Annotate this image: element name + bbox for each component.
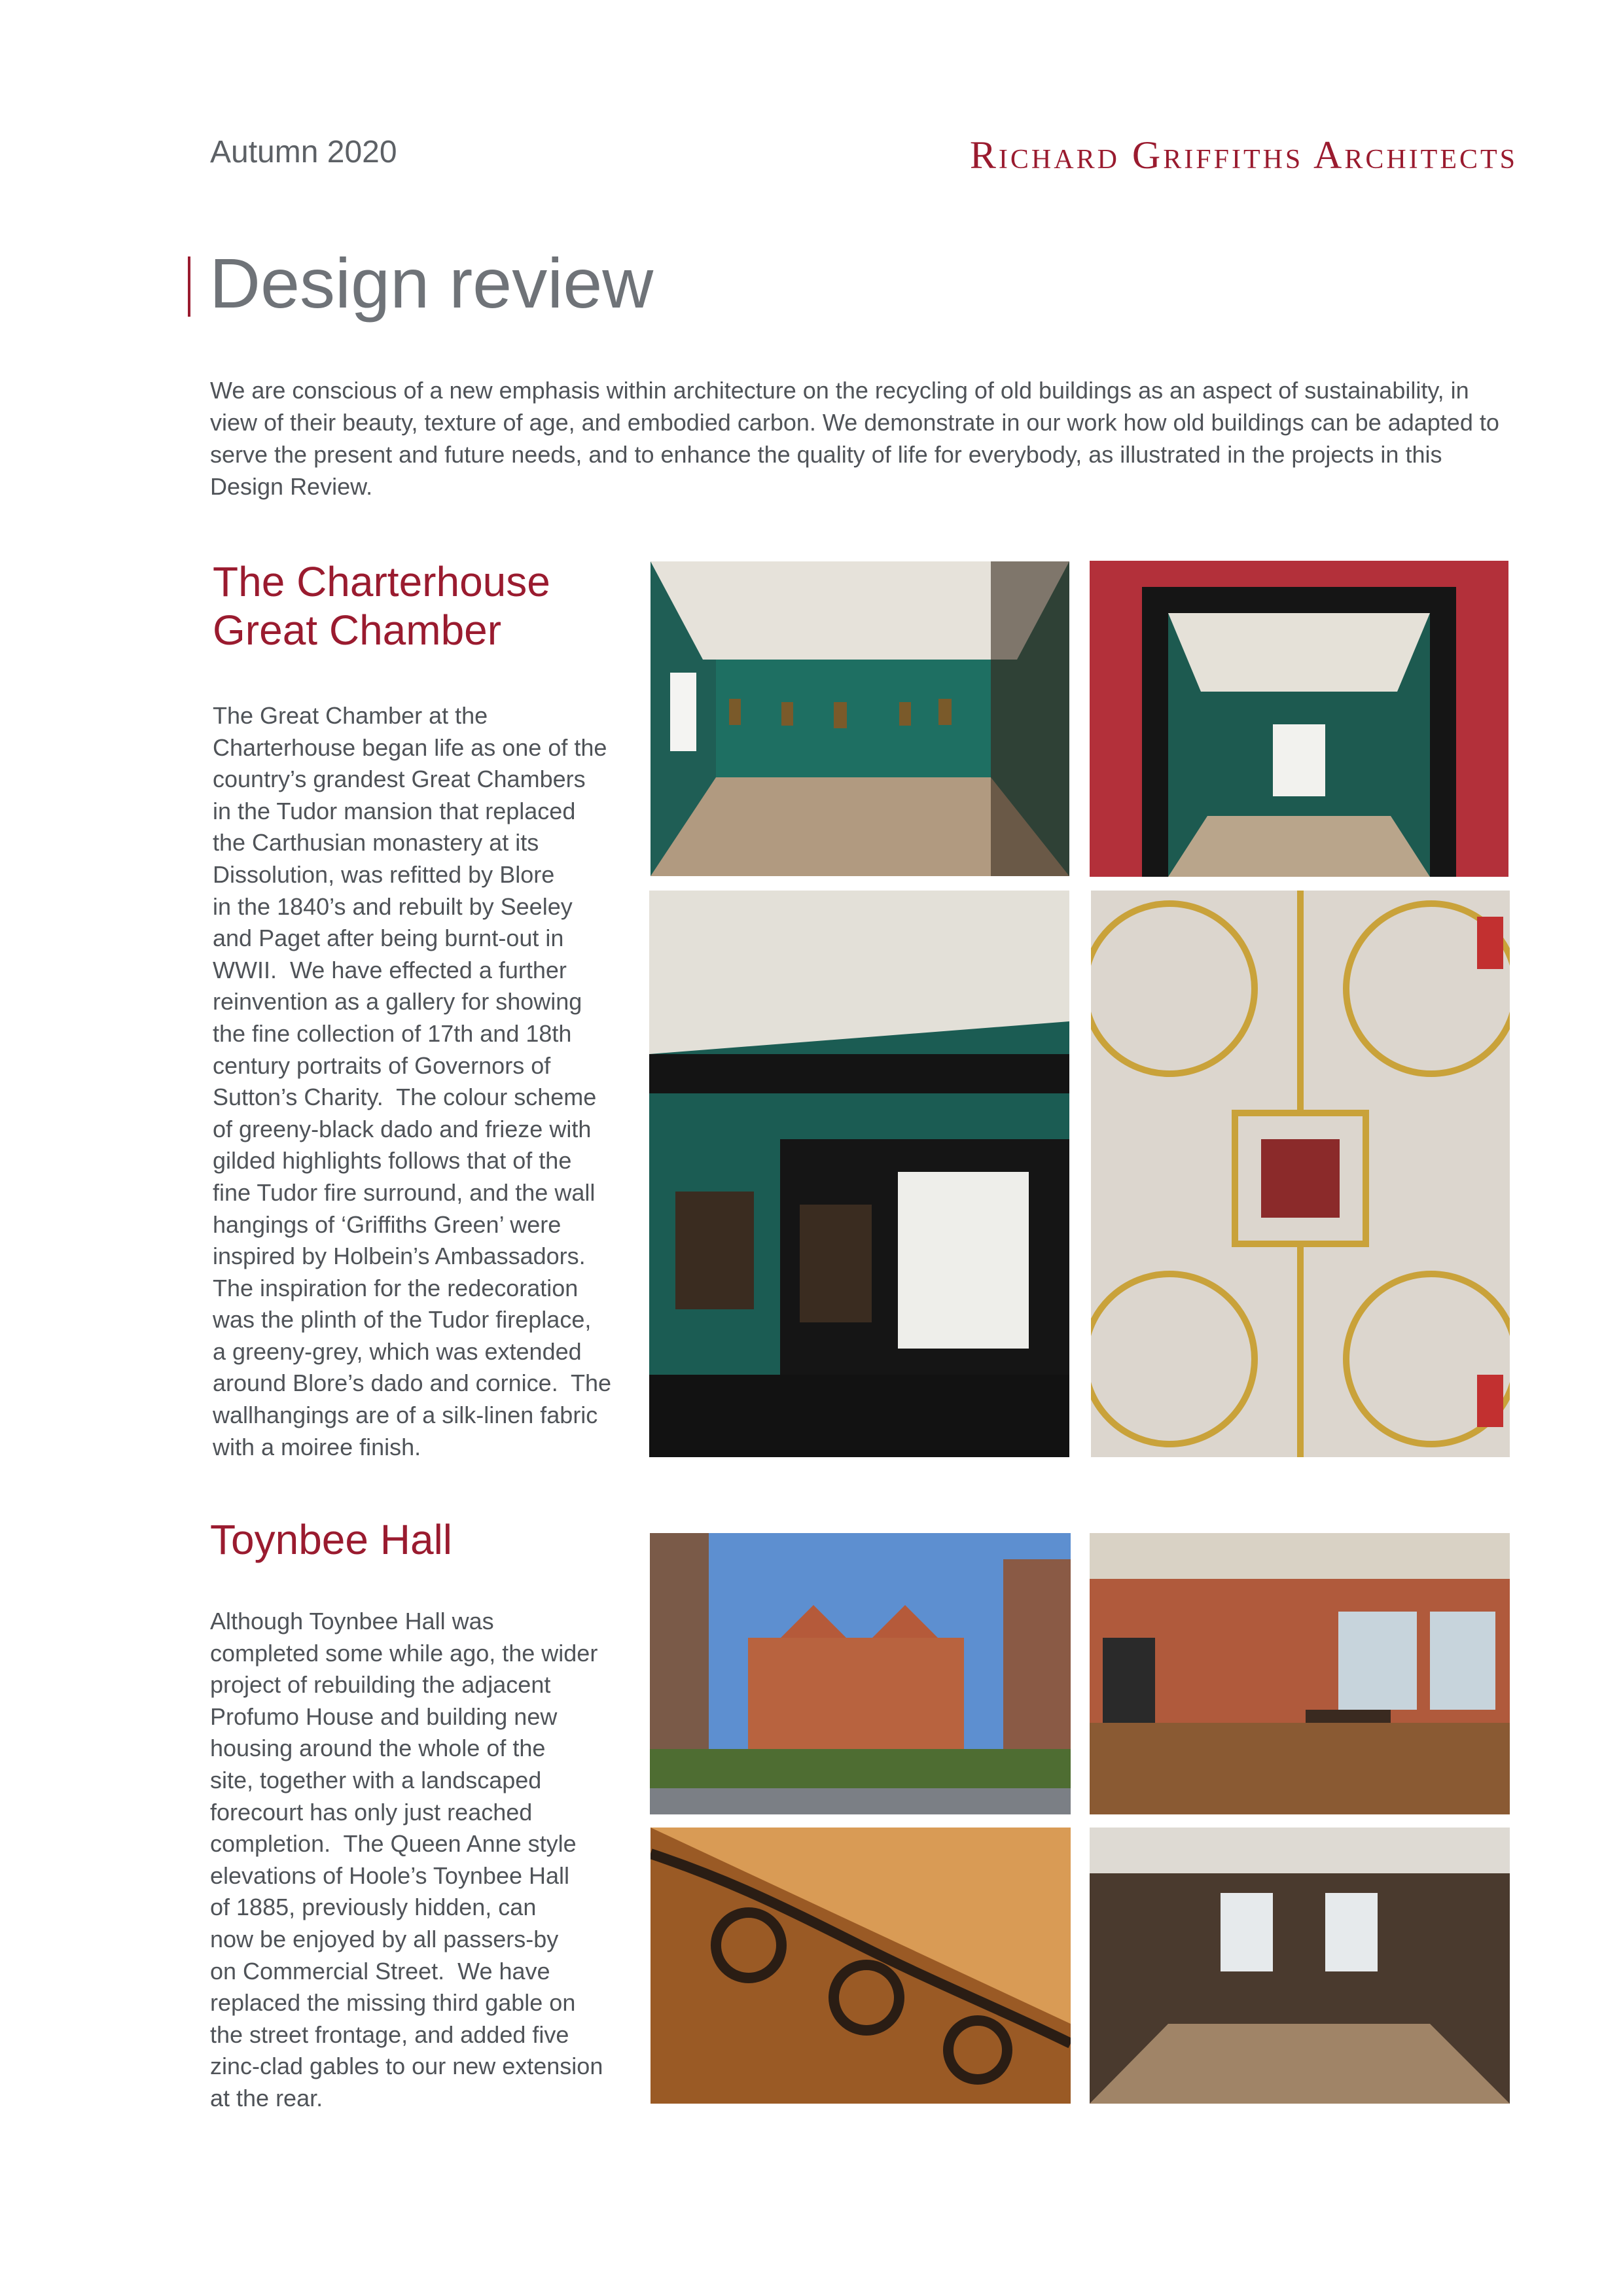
photo-great-chamber-window-corner	[649, 891, 1069, 1457]
charterhouse-title	[213, 557, 632, 654]
body-line: in the 1840’s and rebuilt by Seeley	[213, 892, 573, 920]
body-line: project of rebuilding the adjacent	[210, 1671, 551, 1699]
photo-toynbee-staircase-balustrade	[651, 1828, 1071, 2104]
body-line: site, together with a landscaped	[210, 1766, 542, 1793]
firm-name: Richard Griffiths Architects	[969, 133, 1518, 177]
body-line: with a moiree finish.	[213, 1433, 421, 1460]
photo-toynbee-panelled-hall	[1090, 1828, 1510, 2104]
issue-date: Autumn 2020	[210, 135, 397, 169]
page-title: Design review	[209, 243, 654, 323]
body-line: on Commercial Street. We have	[210, 1957, 550, 1985]
body-line: the street frontage, and added five	[210, 2021, 569, 2048]
toynbee-section	[210, 1515, 629, 2115]
body-line: elevations of Hoole’s Toynbee Hall	[210, 1862, 570, 1889]
intro-paragraph: We are conscious of a new emphasis within architecture on the recycling of old buildings as an aspect of sustainability, in view of their beauty, texture of age, and embodied carbon. We demonstrate in our work how old buildings can be adapted to serve the present and future needs, and to enhance the quality of life for everybody, as illustrated in the projects in this Design Review.	[210, 377, 1499, 500]
body-line: of greeny-black dado and frieze with	[213, 1115, 592, 1142]
body-line: century portraits of Governors of	[213, 1051, 551, 1079]
body-line: fine Tudor fire surround, and the wall	[213, 1178, 596, 1206]
body-line: Dissolution, was refitted by Blore	[213, 860, 555, 888]
charterhouse-body	[213, 700, 632, 1463]
body-line: gilded highlights follows that of the	[213, 1147, 572, 1174]
photo-great-chamber-ceiling-detail	[1091, 891, 1510, 1457]
body-line: country’s grandest Great Chambers	[213, 766, 586, 793]
body-line: at the rear.	[210, 2084, 323, 2111]
photo-great-chamber-doorway	[1090, 561, 1508, 877]
toynbee-title: Toynbee Hall	[210, 1516, 452, 1563]
body-line: a greeny-grey, which was extended	[213, 1337, 582, 1365]
body-line: zinc-clad gables to our new extension	[210, 2053, 603, 2080]
body-line: the fine collection of 17th and 18th	[213, 1019, 572, 1047]
body-line: in the Tudor mansion that replaced	[213, 797, 576, 824]
body-line: The inspiration for the redecoration	[213, 1274, 579, 1301]
body-line: Profumo House and building new	[210, 1703, 558, 1730]
body-line: was the plinth of the Tudor fireplace,	[213, 1306, 592, 1333]
body-line: inspired by Holbein’s Ambassadors.	[213, 1243, 586, 1270]
body-line: completed some while ago, the wider	[210, 1639, 598, 1667]
body-line: now be enjoyed by all passers-by	[210, 1925, 559, 1952]
title-accent-bar	[188, 256, 190, 317]
body-line: replaced the missing third gable on	[210, 1989, 576, 2017]
body-line: of 1885, previously hidden, can	[210, 1894, 537, 1921]
body-line: the Carthusian monastery at its	[213, 829, 539, 857]
charterhouse-title-line2: Great Chamber	[213, 607, 502, 654]
photo-toynbee-forecourt	[650, 1533, 1071, 1814]
body-line: Although Toynbee Hall was	[210, 1608, 494, 1634]
body-line: and Paget after being burnt-out in	[213, 925, 564, 952]
body-line: housing around the whole of the	[210, 1735, 546, 1762]
charterhouse-section	[213, 557, 632, 1463]
body-line: around Blore’s dado and cornice. The	[213, 1369, 612, 1397]
body-line: forecourt has only just reached	[210, 1798, 533, 1826]
body-line: wallhangings are of a silk-linen fabric	[213, 1402, 598, 1429]
photo-great-chamber-room	[651, 561, 1069, 876]
charterhouse-title-line1: The Charterhouse	[213, 558, 550, 605]
body-line: Charterhouse began life as one of the	[213, 733, 607, 761]
body-line: hangings of ‘Griffiths Green’ were	[213, 1210, 562, 1238]
body-line: The Great Chamber at the	[213, 702, 488, 729]
body-line: WWII. We have effected a further	[213, 956, 567, 983]
body-line: completion. The Queen Anne style	[210, 1830, 577, 1858]
body-line: Sutton’s Charity. The colour scheme	[213, 1084, 597, 1111]
body-line: reinvention as a gallery for showing	[213, 988, 582, 1016]
toynbee-body	[210, 1606, 629, 2115]
photo-toynbee-hall-interior	[1090, 1533, 1510, 1814]
